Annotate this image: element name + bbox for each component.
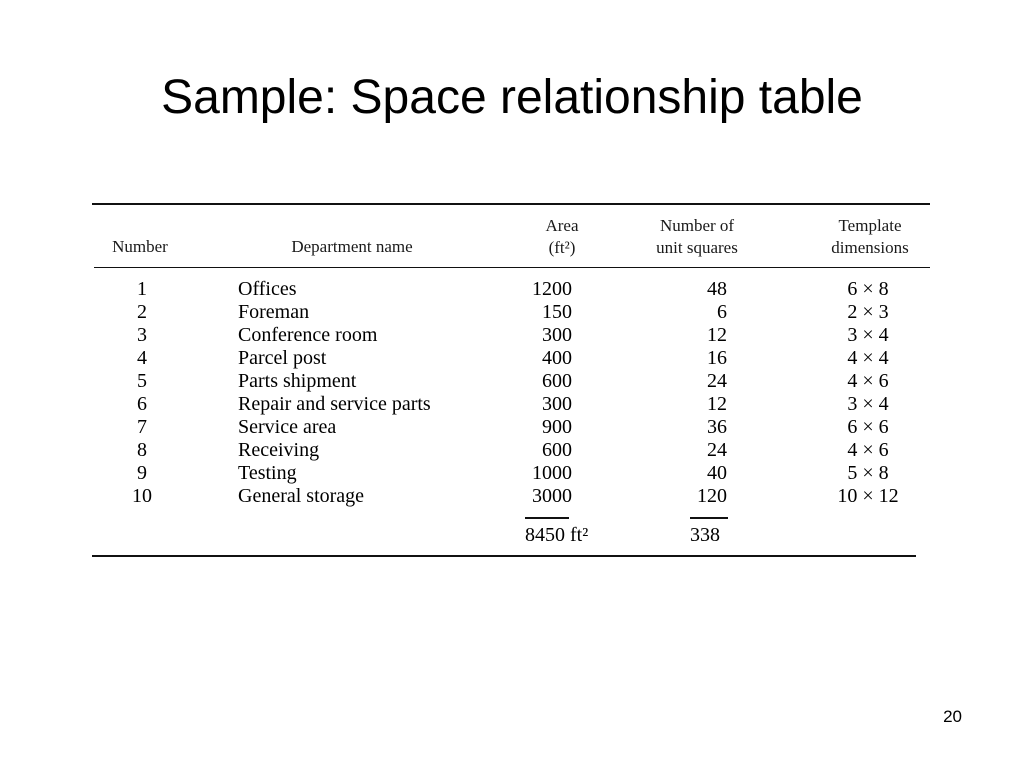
cell-unit-squares: 16: [707, 347, 727, 369]
cell-area: 600: [542, 370, 572, 392]
cell-number: 10: [132, 485, 152, 507]
cell-area: 300: [542, 324, 572, 346]
cell-area: 300: [542, 393, 572, 415]
header-area-line-1: Area: [545, 216, 579, 235]
table-header-rule: [94, 267, 930, 268]
header-department-name: [262, 236, 442, 258]
cell-area: 400: [542, 347, 572, 369]
cell-number: 7: [137, 416, 147, 438]
header-template-line-2: dimensions: [831, 238, 909, 257]
cell-department-name: Parcel post: [238, 347, 327, 369]
header-template-dimensions: [817, 215, 923, 259]
header-number: [100, 236, 180, 258]
table-top-rule: [92, 203, 930, 205]
cell-department-name: Testing: [238, 462, 297, 484]
table-row: [92, 439, 932, 462]
header-department-line: Department name: [291, 237, 413, 256]
table-row: [92, 301, 932, 324]
cell-department-name: Conference room: [238, 324, 378, 346]
cell-unit-squares: 24: [707, 370, 727, 392]
cell-area: 1200: [532, 278, 572, 300]
cell-department-name: Parts shipment: [238, 370, 357, 392]
cell-number: 4: [137, 347, 147, 369]
cell-unit-squares: 48: [707, 278, 727, 300]
slide-title: Sample: Space relationship table: [161, 71, 863, 124]
table-row: [92, 393, 932, 416]
cell-area: 150: [542, 301, 572, 323]
cell-unit-squares: 36: [707, 416, 727, 438]
cell-template-dimensions: 2 × 3: [847, 301, 889, 323]
units-sum-rule: [690, 517, 728, 519]
header-number-line: Number: [112, 237, 168, 256]
cell-number: 3: [137, 324, 147, 346]
cell-unit-squares: 40: [707, 462, 727, 484]
table-row: [92, 324, 932, 347]
table-row: [92, 416, 932, 439]
cell-unit-squares: 24: [707, 439, 727, 461]
cell-template-dimensions: 3 × 4: [847, 324, 889, 346]
cell-area: 900: [542, 416, 572, 438]
space-relationship-table: [92, 198, 932, 560]
area-sum-rule: [525, 517, 569, 519]
table-body: [92, 278, 932, 508]
cell-area: 1000: [532, 462, 572, 484]
cell-template-dimensions: 4 × 4: [847, 347, 889, 369]
cell-department-name: Receiving: [238, 439, 320, 461]
cell-area: 600: [542, 439, 572, 461]
cell-department-name: Offices: [238, 278, 297, 300]
table-row: [92, 347, 932, 370]
cell-template-dimensions: 5 × 8: [847, 462, 889, 484]
cell-number: 1: [137, 278, 147, 300]
cell-department-name: Repair and service parts: [238, 393, 431, 415]
table-row: [92, 278, 932, 301]
header-area: [522, 215, 602, 259]
cell-area: 3000: [532, 485, 572, 507]
cell-department-name: Foreman: [238, 301, 310, 323]
table-row: [92, 370, 932, 393]
cell-department-name: Service area: [238, 416, 337, 438]
cell-unit-squares: 12: [707, 393, 727, 415]
total-unit-squares: 338: [690, 524, 720, 546]
total-area: 8450 ft²: [525, 524, 589, 546]
header-units-line-2: unit squares: [656, 238, 738, 257]
cell-unit-squares: 12: [707, 324, 727, 346]
cell-number: 8: [137, 439, 147, 461]
table-row: [92, 485, 932, 508]
cell-template-dimensions: 6 × 6: [847, 416, 889, 438]
cell-unit-squares: 120: [697, 485, 727, 507]
cell-template-dimensions: 4 × 6: [847, 439, 889, 461]
cell-template-dimensions: 10 × 12: [837, 485, 899, 507]
cell-department-name: General storage: [238, 485, 365, 507]
table-bottom-rule: [92, 555, 916, 557]
cell-number: 2: [137, 301, 147, 323]
header-unit-squares: [632, 215, 762, 259]
cell-template-dimensions: 4 × 6: [847, 370, 889, 392]
cell-template-dimensions: 6 × 8: [847, 278, 889, 300]
cell-number: 9: [137, 462, 147, 484]
cell-unit-squares: 6: [717, 301, 727, 323]
cell-number: 6: [137, 393, 147, 415]
header-area-line-2: (ft²): [548, 238, 576, 257]
cell-number: 5: [137, 370, 147, 392]
table-row: [92, 462, 932, 485]
header-template-line-1: Template: [838, 216, 902, 235]
cell-template-dimensions: 3 × 4: [847, 393, 889, 415]
header-units-line-1: Number of: [659, 216, 735, 235]
page-number: 20: [943, 707, 962, 726]
